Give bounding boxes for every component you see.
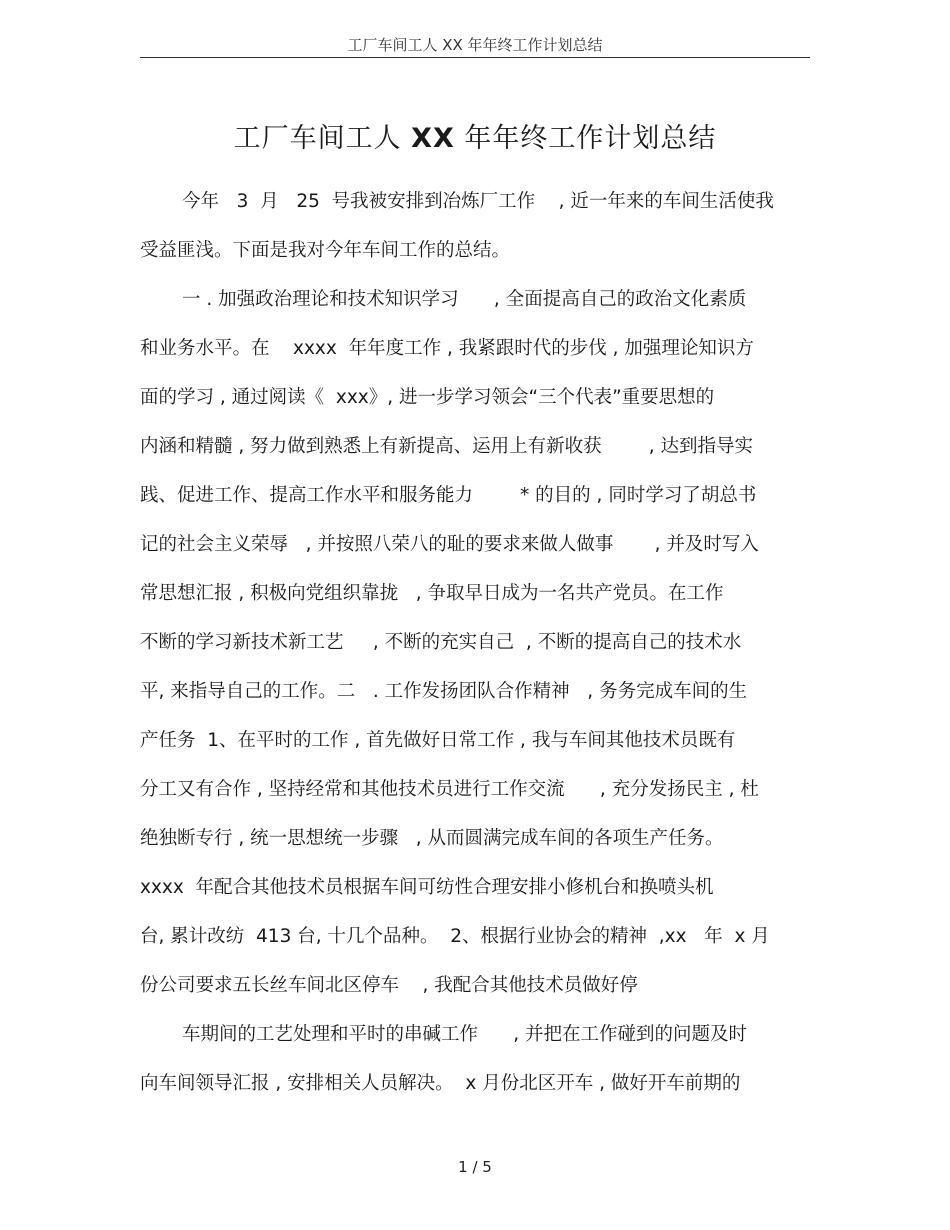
text-line: 面的学习 , 通过阅读《 xxx》, 进一步学习领会“三个代表”重要思想的 (140, 387, 715, 408)
text-line: 常思想汇报 , 积极向党组织靠拢 , 争取早日成为一名共产党员。在工作 (140, 583, 724, 604)
document-title (140, 116, 810, 155)
text-line: 绝独断专行 , 统一思想统一步骤 , 从而圆满完成车间的各项生产任务。 (140, 828, 724, 849)
text-line: 记的社会主义荣辱 , 并按照八荣八的耻的要求来做人做事 , 并及时写入 (140, 534, 759, 555)
text-line: 受益匪浅。下面是我对今年车间工作的总结。 (140, 240, 511, 261)
title-year: XX (411, 123, 455, 154)
text-line: 台, 累计改纺 413 台, 十几个品种。 2、根据行业协会的精神 ,xx 年 x 月 (140, 926, 770, 947)
text-line: 不断的学习新技术新工艺 , 不断的充实自己 , 不断的提高自己的技术水 (140, 632, 742, 653)
body-text (140, 177, 810, 1108)
page-header: 工厂车间工人 XX 年年终工作计划总结 (347, 36, 603, 54)
text-line: 内涵和精髓 , 努力做到熟悉上有新提高、运用上有新收获 , 达到指导实 (140, 436, 753, 457)
text-line: 今年 3 月 25 号我被安排到冶炼厂工作 , 近一年来的车间生活使我 (182, 191, 774, 212)
text-line: 产任务 1、在平时的工作 , 首先做好日常工作 , 我与车间其他技术员既有 (140, 730, 736, 751)
text-line: xxxx 年配合其他技术员根据车间可纺性合理安排小修机台和换喷头机 (140, 877, 714, 898)
page-number: 1 / 5 (458, 1158, 492, 1176)
title-prefix: 工厂车间工人 (233, 123, 412, 154)
text-line: 分工又有合作 , 坚持经常和其他技术员进行工作交流 , 充分发扬民主 , 杜 (140, 779, 759, 800)
header-divider (140, 57, 810, 58)
text-line: 平, 来指导自己的工作。二 . 工作发扬团队合作精神 , 务务完成车间的生 (140, 681, 748, 702)
text-line: 和业务水平。在 xxxx 年年度工作 , 我紧跟时代的步伐 , 加强理论知识方 (140, 338, 754, 359)
title-suffix: 年年终工作计划总结 (454, 123, 717, 154)
text-line: 一 . 加强政治理论和技术知识学习 , 全面提高自己的政治文化素质 (182, 289, 747, 310)
text-line: 践、促进工作、提高工作水平和服务能力 * 的目的 , 同时学习了胡总书 (140, 485, 757, 506)
text-line: 向车间领导汇报 , 安排相关人员解决。 x 月份北区开车 , 做好开车前期的 (140, 1073, 741, 1094)
text-line: 份公司要求五长丝车间北区停车 , 我配合其他技术员做好停 (140, 975, 638, 996)
text-line: 车期间的工艺处理和平时的串碱工作 , 并把在工作碰到的问题及时 (182, 1024, 748, 1045)
